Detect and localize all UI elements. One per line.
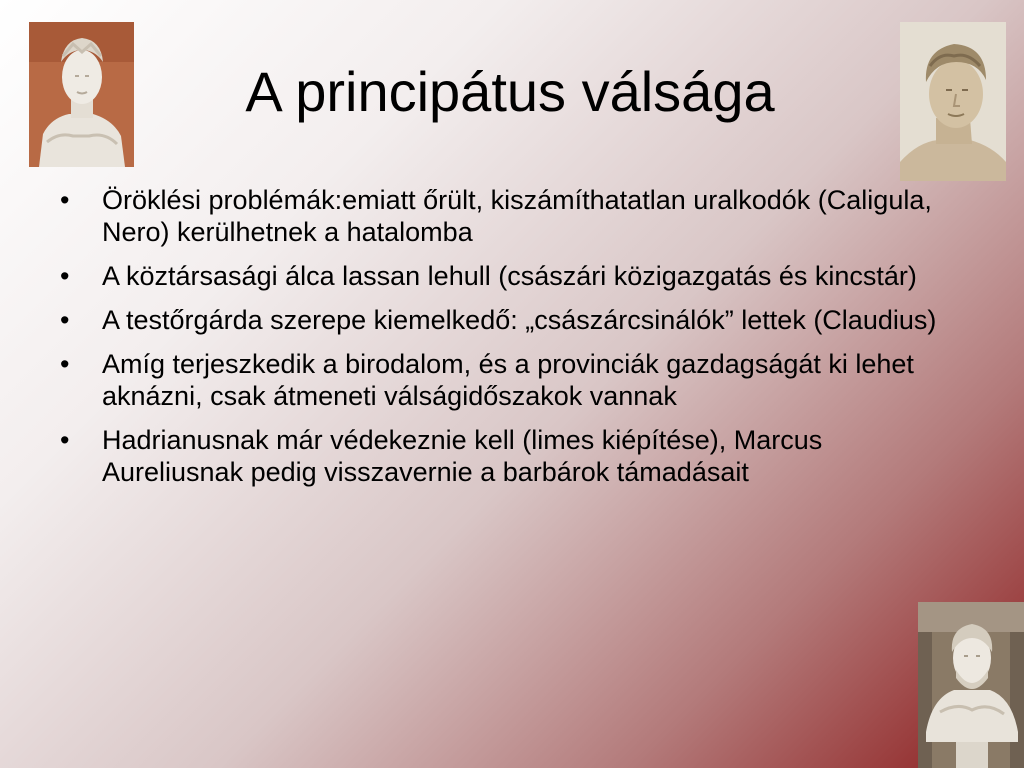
bullet-text: Amíg terjeszkedik a birodalom, és a provinciák gazdagságát ki lehet aknázni, csak átmeneti válságidőszakok vannak [102, 349, 914, 411]
bust-image-top-right [900, 22, 1006, 181]
bullet-list [58, 184, 958, 500]
bullet-item [58, 424, 958, 488]
bullet-marker: • [60, 425, 70, 455]
bullet-item [58, 304, 958, 336]
bullet-item [58, 348, 958, 412]
bullet-item [58, 184, 958, 248]
bullet-marker: • [60, 349, 70, 379]
bullet-text: A köztársasági álca lassan lehull (császári közigazgatás és kincstár) [102, 261, 917, 291]
slide-title: A principátus válsága [245, 60, 775, 123]
bust-portrait-bottom-right [918, 602, 1024, 768]
bust-image-top-left [29, 22, 134, 167]
bust-portrait-top-right [900, 22, 1006, 181]
bust-image-bottom-right [918, 602, 1024, 768]
bullet-marker: • [60, 185, 70, 215]
bullet-marker: • [60, 305, 70, 335]
bullet-text: Öröklési problémák:emiatt őrült, kiszámíthatatlan uralkodók (Caligula, Nero) kerülhetnek a hatalomba [102, 185, 932, 247]
bust-portrait-top-left [29, 22, 134, 167]
bullet-item [58, 260, 958, 292]
bullet-text: Hadrianusnak már védekeznie kell (limes kiépítése), Marcus Aureliusnak pedig visszavernie a barbárok támadásait [102, 425, 823, 487]
bullet-marker: • [60, 261, 70, 291]
bullet-text: A testőrgárda szerepe kiemelkedő: „császárcsinálók” lettek (Claudius) [102, 305, 937, 335]
